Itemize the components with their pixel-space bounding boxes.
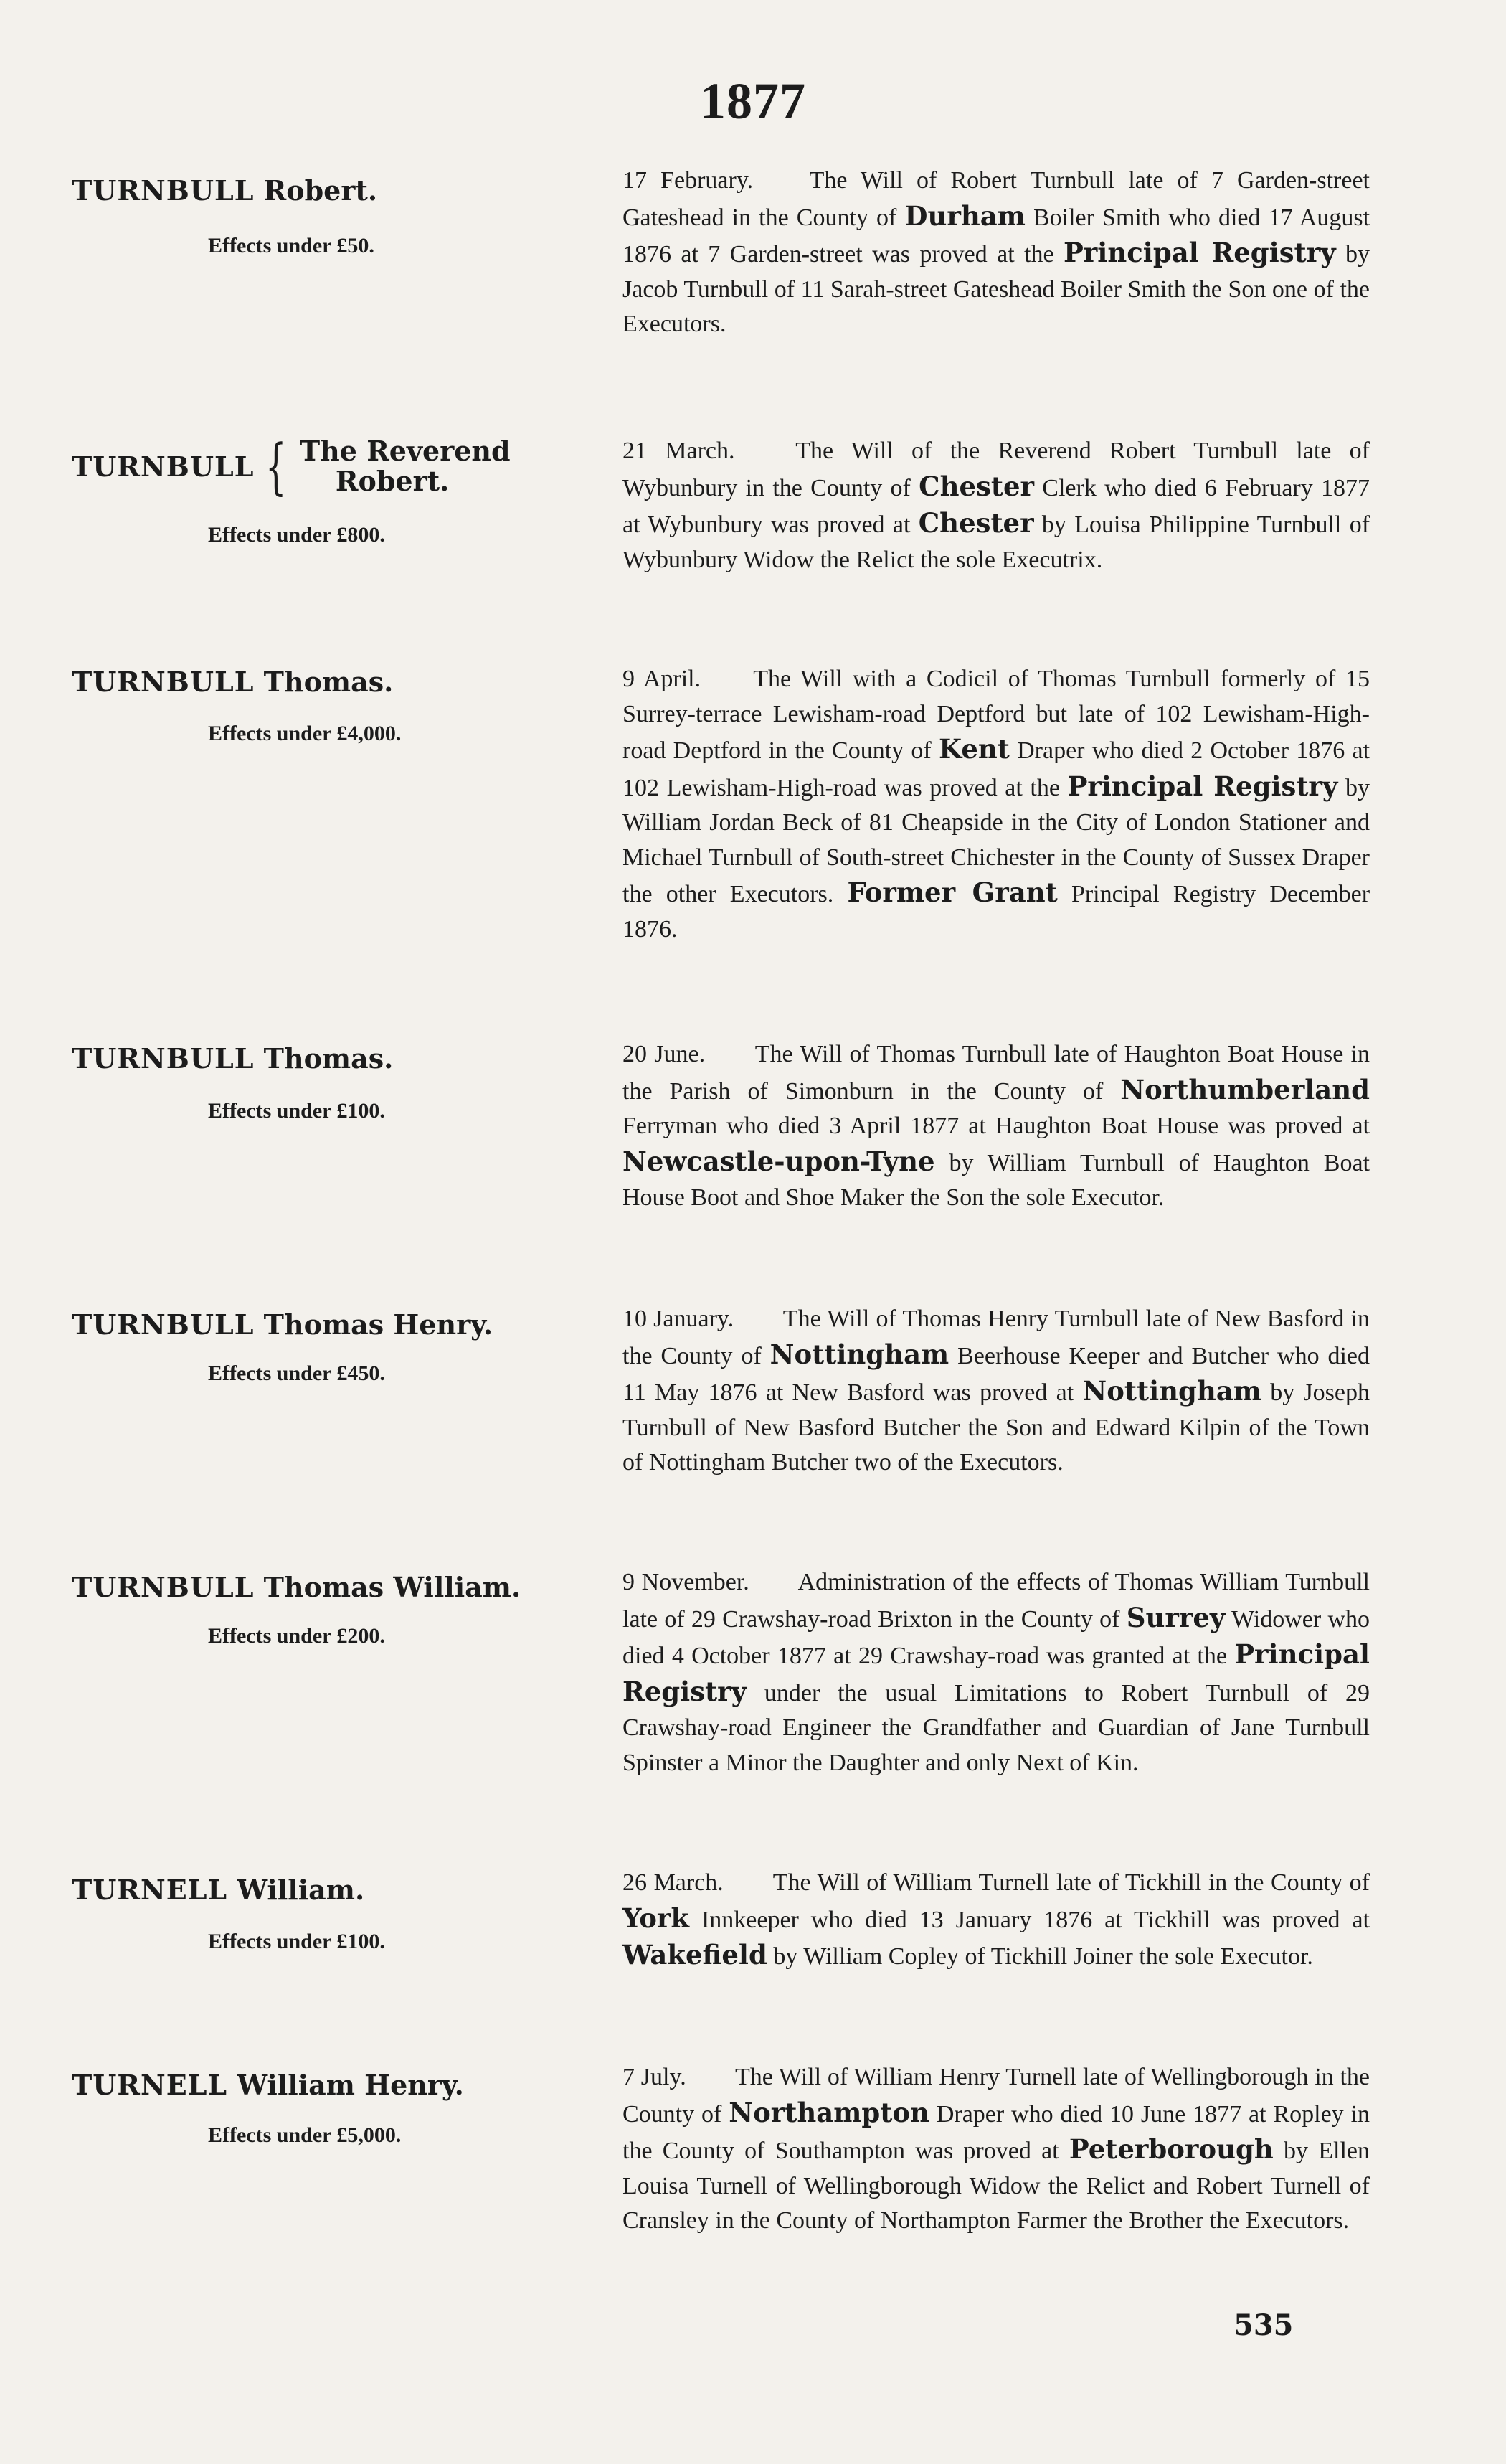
entry-former-grant: Former Grant	[847, 877, 1058, 908]
entry-date: 26 March.	[622, 1869, 724, 1896]
entry-effects: Effects under £100.	[208, 1099, 385, 1123]
entry-effects: Effects under £4,000.	[208, 722, 402, 745]
entry-name	[72, 1308, 588, 1341]
entry-given-name: Thomas.	[263, 666, 394, 698]
entry-place: Northampton	[729, 2096, 929, 2128]
entry-name	[72, 174, 588, 207]
entry-name	[72, 666, 588, 698]
entry-registry: Principal Registry	[1067, 770, 1338, 802]
entry-text	[622, 2060, 1370, 2239]
entry-text-part: Draper who died 2 October 1876 at 102 Lewisham-High-road was proved at the	[622, 737, 1370, 801]
entry-text-part: The Will of the Reverend Robert Turnbull late of Wybunbury in the County of	[622, 438, 1370, 501]
entry-text-part: Boiler Smith who died 17 August 1876 at 7 Garden-street was proved at the	[622, 204, 1370, 268]
entry-text-part: The Will of Robert Turnbull late of 7 Garden-street Gateshead in the County of	[622, 167, 1370, 231]
entry-registry: Principal Registry	[1063, 237, 1336, 268]
entry-surname: TURNBULL	[72, 174, 255, 207]
entry-date: 9 April.	[622, 666, 701, 692]
entry-place: Surrey	[1126, 1601, 1226, 1633]
entry-text-part: by Louisa Philippine Turnbull of Wybunbury Widow the Relict the sole Executrix.	[622, 511, 1370, 573]
entry-text-part: Ferryman who died 3 April 1877 at Haughton Boat House was proved at	[622, 1113, 1370, 1139]
entry-place: Newcastle-upon-Tyne	[622, 1145, 935, 1177]
entry-effects: Effects under £200.	[208, 1624, 385, 1648]
entry-text-part: Draper who died 10 June 1877 at Ropley in the County of Southampton was proved at	[622, 2100, 1370, 2164]
entry-given-name	[300, 436, 511, 496]
entry-given-name: Thomas Henry.	[263, 1308, 493, 1341]
entry-text-part: by Jacob Turnbull of 11 Sarah-street Gateshead Boiler Smith the Son one of the Executors.	[622, 241, 1370, 337]
entry-effects: Effects under £50.	[208, 234, 374, 258]
page-number: 535	[1233, 2308, 1294, 2342]
entry-name	[72, 1042, 588, 1075]
entry-name	[72, 431, 588, 501]
entry-text-part: Principal Registry December 1876.	[622, 881, 1370, 943]
entry-name	[72, 1874, 588, 1906]
entry-place: Wakefield	[622, 1939, 767, 1970]
entry-text	[622, 1302, 1370, 1481]
entry-text	[622, 1037, 1370, 1216]
entry-effects: Effects under £5,000.	[208, 2123, 402, 2147]
entry-text	[622, 1565, 1370, 1780]
entry-text	[622, 662, 1370, 947]
entry-effects: Effects under £800.	[208, 523, 385, 547]
entry-surname: TURNBULL	[72, 1042, 255, 1075]
entry-given-line: The Reverend	[299, 435, 511, 467]
entry-place: Peterborough	[1069, 2133, 1274, 2165]
entry-date: 21 March.	[622, 438, 735, 464]
entry-text-part: Innkeeper who died 13 January 1876 at Tickhill was proved at	[701, 1906, 1370, 1933]
entry-date: 9 November.	[622, 1569, 749, 1595]
entry-given-line: Robert.	[335, 465, 450, 497]
entry-place: Kent	[938, 733, 1010, 765]
entry-date: 17 February.	[622, 167, 754, 194]
entry-effects: Effects under £450.	[208, 1361, 385, 1385]
entry-surname: TURNBULL	[72, 450, 255, 483]
entry-text-part: under the usual Limitations to Robert Turnbull of 29 Crawshay-road Engineer the Grandfather and Guardian of Jane Turnbull Spinster a Minor the Daughter and only Next of Kin.	[622, 1679, 1370, 1776]
entry-date: 7 July.	[622, 2064, 686, 2090]
entry-text-part: The Will with a Codicil of Thomas Turnbull formerly of 15 Surrey-terrace Lewisham-road Deptford but late of 102 Lewisham-High-road Deptford in the County of	[622, 666, 1370, 764]
entry-given-name: Robert.	[263, 174, 378, 207]
entry-text	[622, 434, 1370, 577]
entry-surname: TURNBULL	[72, 666, 255, 698]
entry-name	[72, 1571, 588, 1603]
entry-text-part: Administration of the effects of Thomas William Turnbull late of 29 Crawshay-road Brixton in the County of	[622, 1569, 1370, 1633]
entry-text-part: by Joseph Turnbull of New Basford Butcher the Son and Edward Kilpin of the Town of Nottingham Butcher two of the Executors.	[622, 1379, 1370, 1476]
entry-text	[622, 164, 1370, 342]
entry-given-name: Thomas.	[263, 1042, 394, 1075]
entry-given-name: William Henry.	[237, 2069, 464, 2101]
entry-text-part: by William Turnbull of Haughton Boat House Boot and Shoe Maker the Son the sole Executor.	[622, 1149, 1370, 1211]
entry-text-part: The Will of William Turnell late of Tickhill in the County of	[772, 1869, 1370, 1896]
entry-surname: TURNBULL	[72, 1571, 255, 1603]
entry-name	[72, 2069, 588, 2101]
entry-effects: Effects under £100.	[208, 1930, 385, 1953]
entry-text-part: Beerhouse Keeper and Butcher who died 11 May 1876 at New Basford was proved at	[622, 1342, 1370, 1406]
entry-surname: TURNELL	[72, 2069, 228, 2101]
entry-place: Chester	[918, 507, 1034, 539]
page-year-heading: 1877	[700, 72, 806, 130]
entry-text-part: by William Copley of Tickhill Joiner the sole Executor.	[773, 1943, 1313, 1970]
entry-place: Northumberland	[1120, 1073, 1370, 1105]
entry-text-part: The Will of Thomas Henry Turnbull late of New Basford in the County of	[622, 1306, 1370, 1369]
entry-text-part: Clerk who died 6 February 1877 at Wybunbury was proved at	[622, 474, 1370, 538]
entry-place: Chester	[919, 470, 1035, 502]
entry-place: Nottingham	[769, 1338, 949, 1370]
entry-text-part: by William Jordan Beck of 81 Cheapside in the City of London Stationer and Michael Turnbull of South-street Chichester in the County of Sussex Draper the other Executors.	[622, 774, 1370, 907]
entry-place: Durham	[904, 199, 1026, 232]
entry-place: York	[622, 1902, 690, 1934]
entry-text	[622, 1866, 1370, 1975]
entry-given-name: Thomas William.	[263, 1571, 521, 1603]
entry-given-name: William.	[237, 1874, 365, 1906]
brace-symbol: {	[265, 431, 287, 501]
entry-registry: Principal Registry	[622, 1638, 1370, 1707]
entry-text-part: The Will of William Henry Turnell late of Wellingborough in the County of	[622, 2064, 1370, 2128]
entry-surname: TURNELL	[72, 1874, 228, 1906]
entry-text-part: by Ellen Louisa Turnell of Wellingborough Widow the Relict and Robert Turnell of Cransley in the County of Northampton Farmer the Brother the Executors.	[622, 2138, 1370, 2234]
entry-text-part: The Will of Thomas Turnbull late of Haughton Boat House in the Parish of Simonburn in the County of	[622, 1041, 1370, 1105]
entry-surname: TURNBULL	[72, 1308, 255, 1341]
entry-text-part: Widower who died 4 October 1877 at 29 Crawshay-road was granted at the	[622, 1605, 1370, 1669]
entry-place: Nottingham	[1082, 1375, 1261, 1407]
entry-date: 20 June.	[622, 1041, 706, 1067]
entry-date: 10 January.	[622, 1306, 734, 1332]
